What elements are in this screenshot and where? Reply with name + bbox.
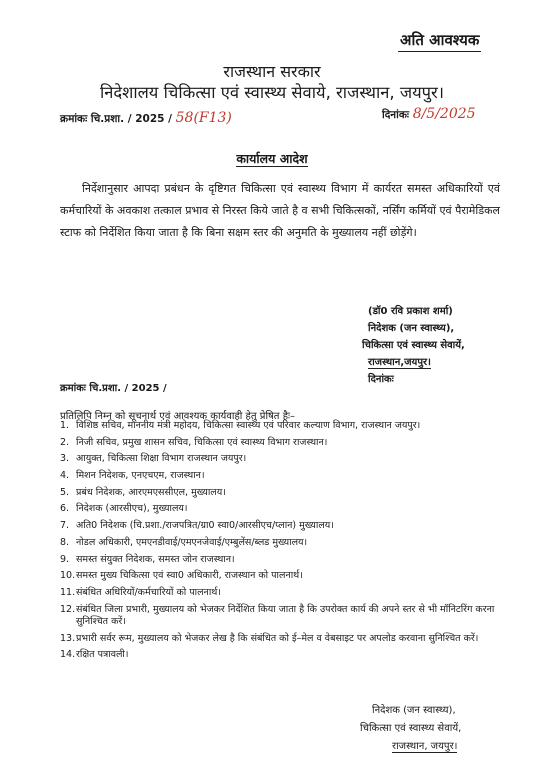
- copy-list-text: प्रबंध निदेशक, आरएमएससीएल, मुख्यालय।: [76, 486, 226, 498]
- copy-list-number: 12.: [60, 603, 76, 615]
- copy-list-text: अति0 निदेशक (चि.प्रशा./राजपत्रित/ग्रा0 स्वा0/आरसीएच/प्लान) मुख्यालय।: [76, 520, 334, 532]
- copy-reference: क्रमांकः चि.प्रशा. / 2025 /: [60, 383, 167, 394]
- copy-list-number: 14.: [60, 649, 76, 661]
- reference-number: [60, 110, 232, 126]
- copy-list-text: निजी सचिव, प्रमुख शासन सचिव, चिकित्सा एवं स्वास्थ्य विभाग राजस्थान।: [76, 436, 328, 448]
- copy-list-item: [60, 587, 520, 600]
- copy-list-number: 6.: [60, 503, 70, 515]
- copy-list-text: समस्त मुख्य चिकित्सा एवं स्वा0 अधिकारी, राजस्थान को पालनार्थ।: [76, 570, 303, 582]
- order-date: [382, 106, 476, 122]
- copy-list-item: [60, 487, 520, 500]
- copy-list-number: 1.: [60, 420, 70, 431]
- government-title: राजस्थान सरकार: [223, 62, 321, 81]
- copy-list-text: नोडल अधिकारी, एमएनडीवाई/एमएनजेवाई/एम्बुलेंस/ब्लड मुख्यालय।: [76, 536, 308, 548]
- copy-list-number: 9.: [60, 553, 70, 565]
- copy-list-number: 4.: [60, 470, 70, 482]
- copy-list-item: [60, 537, 520, 550]
- signatory-name: (डॉ0 रवि प्रकाश शर्मा): [368, 306, 453, 317]
- copy-list-text: संबंधित अधिरियों/कर्मचारियों को पालनार्थ।: [76, 586, 221, 598]
- copy-list-number: 8.: [60, 536, 70, 548]
- copy-list-number: 2.: [60, 436, 70, 448]
- copy-list-text: समस्त संयुक्त निदेशक, समस्त जोन राजस्थान।: [76, 553, 235, 565]
- urgent-label: अति आवश्यक: [398, 30, 481, 52]
- signatory2-place: राजस्थान, जयपुर।: [392, 741, 458, 752]
- copy-list-text: आयुक्त, चिकित्सा शिक्षा विभाग राजस्थान जयपुर।: [76, 453, 247, 465]
- signatory-date-label: दिनांकः: [368, 374, 394, 385]
- reference-handwritten: 58(F13): [175, 110, 232, 126]
- department-title: निदेशालय चिकित्सा एवं स्वास्थ्य सेवाये, राजस्थान, जयपुर।: [99, 83, 445, 102]
- copy-list-text: मिशन निदेशक, एनएचएम, राजस्थान।: [76, 470, 205, 482]
- reference-label: क्रमांकः चि.प्रशा. / 2025 /: [60, 113, 172, 125]
- copy-list-item: [60, 520, 520, 533]
- copy-list-item: [60, 604, 520, 629]
- copy-list-item: [60, 420, 520, 433]
- signatory-place: राजस्थान,जयपुर।: [368, 357, 431, 368]
- copy-list-item: [60, 554, 520, 567]
- signatory2-block: [360, 702, 461, 756]
- signatory-designation: निदेशक (जन स्वास्थ्य),: [368, 323, 455, 334]
- copy-list-item: [60, 649, 520, 662]
- date-label: दिनांकः: [382, 109, 410, 121]
- copy-list-text: विशिष्ठ सचिव, माननीय मंत्री महोदय, चिकित्सा स्वास्थ्य एवं परिवार कल्याण विभाग, राजस्थान जयपुर।: [76, 420, 421, 431]
- copy-list-number: 13.: [60, 632, 76, 644]
- signatory-department: चिकित्सा एवं स्वास्थ्य सेवायें,: [362, 340, 465, 351]
- order-heading: कार्यालय आदेश: [236, 151, 308, 166]
- signatory2-designation: निदेशक (जन स्वास्थ्य),: [372, 705, 456, 716]
- copy-list-text: रक्षित पत्रावली।: [76, 649, 129, 661]
- copy-list-item: [60, 570, 520, 583]
- copy-list-number: 10.: [60, 570, 76, 582]
- copy-list-number: 7.: [60, 520, 70, 532]
- copy-list-text: निदेशक (आरसीएच), मुख्यालय।: [76, 503, 188, 515]
- copy-list: [60, 420, 520, 666]
- signatory-block: [362, 303, 465, 388]
- copy-list-item: [60, 503, 520, 516]
- copy-list-item: [60, 470, 520, 483]
- copy-list-number: 5.: [60, 486, 70, 498]
- copy-list-item: [60, 437, 520, 450]
- signatory2-department: चिकित्सा एवं स्वास्थ्य सेवायें,: [360, 723, 462, 734]
- order-body: निर्देशानुसार आपदा प्रबंधन के दृष्टिगत चिकित्सा एवं स्वास्थ्य विभाग में कार्यरत समस्त अधिकारियों एवं कर्मचारियों के अवकाश तत्काल प्रभाव से निरस्त किये जाते है व सभी चिकित्सकों, नर्सिंग कर्मियों एवं पैरामेडिकल स्टाफ को निर्देशित किया जाता है कि बिना सक्षम स्तर की अनुमति के मुख्यालय नहीं छोड़ेंगे।: [60, 182, 500, 239]
- copy-list-item: [60, 453, 520, 466]
- copy-list-text: प्रभारी सर्वर रूम, मुख्यालय को भेजकर लेख है कि संबंधित को ई–मेल व वेबसाइट पर अपलोड करवाना सुनिश्चित करें।: [76, 632, 479, 644]
- date-handwritten: 8/5/2025: [412, 106, 476, 122]
- copy-list-number: 11.: [60, 586, 76, 598]
- copy-intro: प्रतिलिपि निम्न को सूचनार्थ एवं आवश्यक कार्यवाही हेतु प्रेषित हैः–: [60, 411, 296, 422]
- copy-list-item: [60, 633, 520, 646]
- copy-list-text: संबंधित जिला प्रभारी, मुख्यालय को भेजकर निर्देशित किया जाता है कि उपरोक्त कार्य की अपने स्तर से भी मॉनिटरिंग करना सुनिश्चित करें।: [76, 603, 495, 628]
- copy-list-number: 3.: [60, 453, 70, 465]
